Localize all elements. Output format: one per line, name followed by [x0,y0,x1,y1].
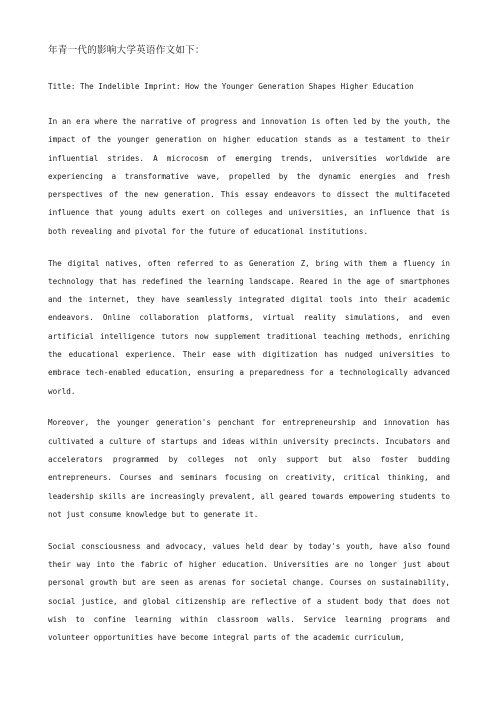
intro-line: 年青一代的影响大学英语作文如下： [48,45,205,56]
paragraph-4: Social consciousness and advocacy, values held dear by today's youth, have also found their way into the fabric of higher education. Universities are no longer just about personal growth but are seen as arenas for societal change. Courses on sustainability, social justice, and global citizenship are reflective of a student body that does not wish to confine learning within classroom walls. Service learning programs and volunteer opportunities have become integral parts of the academic curriculum, [48,541,450,643]
essay-title: Title: The Indelible Imprint: How the Younger Generation Shapes Higher Education [48,82,414,91]
document-page [48,44,450,661]
paragraph-3: Moreover, the younger generation's penchant for entrepreneurship and innovation has cultivated a culture of startups and ideas within university precincts. Incubators and accelerators programmed by colleges not only support but also foster budding entrepreneurs. Courses and seminars focusing on creativity, critical thinking, and leadership skills are increasingly prevalent, all geared towards empowering students to not just consume knowledge but to generate it. [48,418,450,519]
paragraph-1: In an era where the narrative of progress and innovation is often led by the youth, the impact of the younger generation on higher education stands as a testament to their influential strides. A microcosm of emerging trends, universities worldwide are experiencing a transformative wave, propelled by the dynamic energies and fresh perspectives of the new generation. This essay endeavors to dissect the multifaceted influence that young adults exert on colleges and universities, an influence that is both revealing and pivotal for the future of educational institutions. [48,117,450,236]
paragraph-2: The digital natives, often referred to as Generation Z, bring with them a fluency in technology that has redefined the learning landscape. Reared in the age of smartphones and the internet, they have seamlessly integrated digital tools into their academic endeavors. Online collaboration platforms, virtual reality simulations, and even artificial intelligence tutors now supplement traditional teaching methods, enriching the educational experience. Their ease with digitization has nudged universities to embrace tech-enabled education, ensuring a preparedness for a technologically advanced world. [48,258,450,396]
